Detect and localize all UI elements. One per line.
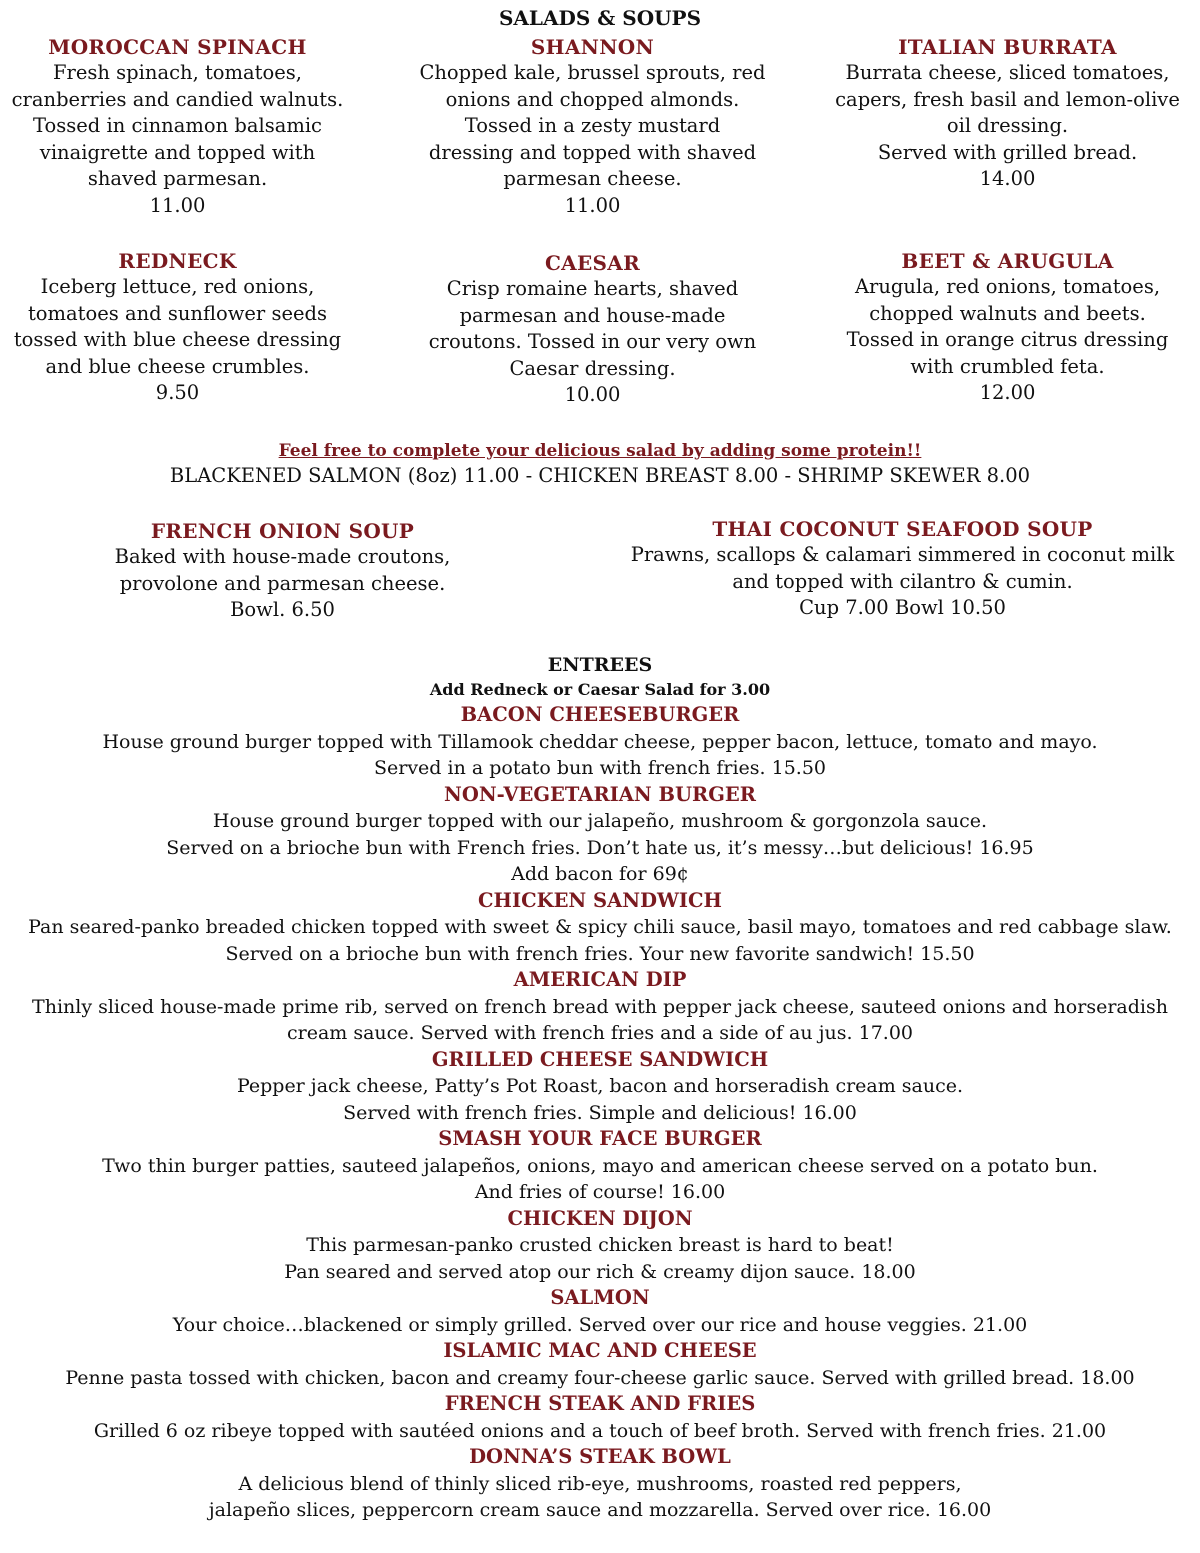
soup-desc-line: Prawns, scallops & calamari simmered in coconut milk bbox=[630, 543, 1175, 566]
salad-desc-line: Tossed in orange citrus dressing bbox=[846, 328, 1169, 351]
protein-cta: Feel free to complete your delicious salad by adding some protein!! bbox=[278, 441, 922, 461]
soup-name: THAI COCONUT SEAFOOD SOUP bbox=[712, 517, 1093, 541]
salad-name: CAESAR bbox=[544, 251, 641, 275]
soup-desc-line: Baked with house-made croutons, bbox=[114, 545, 451, 568]
entree-desc-line: Served on a brioche bun with french fries. Your new favorite sandwich! 15.50 bbox=[225, 942, 975, 965]
entree-name: GRILLED CHEESE SANDWICH bbox=[431, 1047, 769, 1071]
entree-name: BACON CHEESEBURGER bbox=[460, 703, 740, 726]
salad-price: 14.00 bbox=[979, 167, 1036, 190]
salad-desc-line: croutons. Tossed in our very own bbox=[428, 330, 757, 353]
entree-name: ISLAMIC MAC AND CHEESE bbox=[443, 1339, 757, 1362]
salad-desc-line: onions and chopped almonds. bbox=[445, 87, 740, 111]
salad-desc-line: with crumbled feta. bbox=[910, 354, 1105, 378]
entree-item bbox=[0, 1126, 1200, 1206]
salad-name: SHANNON bbox=[530, 35, 655, 59]
soup-item bbox=[605, 516, 1200, 622]
salad-desc-line: parmesan cheese. bbox=[503, 167, 682, 190]
soup-desc-line: and topped with cilantro & cumin. bbox=[732, 569, 1073, 593]
entree-item bbox=[0, 1206, 1200, 1286]
entree-desc-line: House ground burger topped with our jalapeño, mushroom & gorgonzola sauce. bbox=[212, 810, 988, 832]
salad-name: REDNECK bbox=[118, 249, 237, 273]
entree-item bbox=[0, 1047, 1200, 1127]
entree-desc-line: jalapeño slices, peppercorn cream sauce and mozzarella. Served over rice. 16.00 bbox=[208, 1499, 992, 1521]
salad-desc-line: oil dressing. bbox=[946, 114, 1069, 137]
soup-desc-line: provolone and parmesan cheese. bbox=[119, 571, 446, 595]
entree-item bbox=[0, 1391, 1200, 1444]
salad-desc-line: tossed with blue cheese dressing bbox=[13, 328, 342, 351]
salad-desc-line: and blue cheese crumbles. bbox=[45, 354, 310, 378]
entree-desc-line: A delicious blend of thinly sliced rib-eye, mushrooms, roasted red peppers, bbox=[238, 1472, 962, 1495]
soup-item bbox=[0, 518, 565, 624]
salad-item bbox=[820, 34, 1195, 193]
entree-item bbox=[0, 782, 1200, 888]
entree-item bbox=[0, 1285, 1200, 1338]
entree-desc-line: Served on a brioche bun with French fries. Don’t hate us, it’s messy…but delicious! 16.95 bbox=[166, 836, 1034, 859]
entree-desc-line: And fries of course! 16.00 bbox=[474, 1181, 726, 1203]
entree-item bbox=[0, 702, 1200, 782]
salad-desc-line: Tossed in a zesty mustard bbox=[464, 114, 721, 137]
salad-desc-line: Burrata cheese, sliced tomatoes, bbox=[845, 61, 1170, 84]
entrees-section bbox=[0, 652, 1200, 1524]
entree-name: AMERICAN DIP bbox=[513, 968, 687, 991]
entree-desc-line: This parmesan-panko crusted chicken breast is hard to beat! bbox=[306, 1234, 894, 1256]
entrees-heading: ENTREES bbox=[547, 654, 653, 676]
soup-price: Bowl. 6.50 bbox=[230, 598, 335, 621]
salad-name: MOROCCAN SPINACH bbox=[48, 35, 307, 59]
salads-soups-heading: SALADS & SOUPS bbox=[498, 6, 702, 30]
salad-desc-line: shaved parmesan. bbox=[87, 167, 268, 190]
entree-name: DONNA’S STEAK BOWL bbox=[469, 1445, 731, 1468]
entree-desc-line: Served in a potato bun with french fries. 15.50 bbox=[373, 757, 827, 779]
salad-desc-line: capers, fresh basil and lemon-olive bbox=[835, 87, 1180, 111]
salad-desc-line: dressing and topped with shaved bbox=[428, 140, 757, 164]
salad-desc-line: Fresh spinach, tomatoes, bbox=[53, 61, 302, 84]
entree-name: FRENCH STEAK AND FRIES bbox=[444, 1392, 756, 1415]
entree-desc-line: Two thin burger patties, sauteed jalapeños, onions, mayo and american cheese served on a potato bun. bbox=[102, 1154, 1098, 1177]
entree-desc-line: Your choice…blackened or simply grilled. Served over our rice and house veggies. 21.00 bbox=[172, 1313, 1028, 1336]
entree-desc-line: cream sauce. Served with french fries and a side of au jus. 17.00 bbox=[286, 1022, 914, 1044]
salad-desc-line: tomatoes and sunflower seeds bbox=[27, 301, 328, 325]
salad-desc-line: Iceberg lettuce, red onions, bbox=[40, 275, 315, 298]
salad-desc-line: Caesar dressing. bbox=[509, 356, 676, 380]
salad-desc-line: Chopped kale, brussel sprouts, red bbox=[419, 61, 766, 84]
entree-desc-line: House ground burger topped with Tillamook cheddar cheese, pepper bacon, lettuce, tomato and mayo. bbox=[102, 730, 1098, 753]
salad-item bbox=[405, 250, 780, 409]
salad-name: BEET & ARUGULA bbox=[901, 249, 1114, 273]
entree-desc-line: Pan seared and served atop our rich & creamy dijon sauce. 18.00 bbox=[284, 1260, 916, 1283]
entree-item bbox=[0, 967, 1200, 1047]
entree-desc-line: Pan seared-panko breaded chicken topped with sweet & spicy chili sauce, basil mayo, tomatoes and red cabbage slaw. bbox=[28, 916, 1172, 938]
entree-desc-line: Penne pasta tossed with chicken, bacon and creamy four-cheese garlic sauce. Served with grilled bread. 18.00 bbox=[65, 1366, 1135, 1389]
salad-desc-line: chopped walnuts and beets. bbox=[869, 301, 1146, 325]
salad-desc-line: Tossed in cinnamon balsamic bbox=[33, 114, 322, 137]
entree-item bbox=[0, 1444, 1200, 1524]
salad-desc-line: Served with grilled bread. bbox=[877, 140, 1138, 164]
entrees-subheading: Add Redneck or Caesar Salad for 3.00 bbox=[429, 680, 771, 699]
soup-name: FRENCH ONION SOUP bbox=[150, 519, 415, 543]
salad-price: 11.00 bbox=[564, 193, 621, 217]
entree-desc-line: Pepper jack cheese, Patty’s Pot Roast, bacon and horseradish cream sauce. bbox=[236, 1075, 964, 1097]
salad-item bbox=[0, 248, 355, 407]
entree-name: SMASH YOUR FACE BURGER bbox=[438, 1127, 762, 1150]
salad-item bbox=[820, 248, 1195, 407]
entree-name: CHICKEN SANDWICH bbox=[478, 888, 722, 912]
entree-name: NON-VEGETARIAN BURGER bbox=[444, 782, 756, 806]
soup-price: Cup 7.00 Bowl 10.50 bbox=[799, 596, 1006, 619]
entree-name: CHICKEN DIJON bbox=[507, 1206, 693, 1230]
entree-desc-line: Thinly sliced house-made prime rib, served on french bread with pepper jack cheese, sauteed onions and horseradish bbox=[32, 995, 1168, 1018]
salad-desc-line: vinaigrette and topped with bbox=[39, 140, 316, 164]
entree-desc-line: Served with french fries. Simple and delicious! 16.00 bbox=[343, 1101, 857, 1124]
salad-name: ITALIAN BURRATA bbox=[898, 35, 1117, 59]
salad-item bbox=[405, 34, 780, 219]
salad-price: 10.00 bbox=[564, 383, 621, 406]
salad-price: 12.00 bbox=[979, 381, 1036, 404]
entree-desc-line: Add bacon for 69¢ bbox=[511, 863, 689, 885]
salad-price: 11.00 bbox=[149, 193, 206, 217]
salad-desc-line: parmesan and house-made bbox=[459, 303, 726, 327]
salad-item bbox=[0, 34, 355, 219]
salad-desc-line: Arugula, red onions, tomatoes, bbox=[854, 275, 1161, 298]
salad-price: 9.50 bbox=[155, 381, 200, 404]
salad-desc-line: Crisp romaine hearts, shaved bbox=[446, 277, 739, 300]
entree-name: SALMON bbox=[550, 1286, 650, 1309]
entree-item bbox=[0, 1338, 1200, 1391]
entree-desc-line: Grilled 6 oz ribeye topped with sautéed onions and a touch of beef broth. Served with french fries. 21.00 bbox=[93, 1419, 1107, 1442]
entree-item bbox=[0, 888, 1200, 968]
salad-desc-line: cranberries and candied walnuts. bbox=[11, 87, 344, 111]
protein-options: BLACKENED SALMON (8oz) 11.00 - CHICKEN BREAST 8.00 - SHRIMP SKEWER 8.00 bbox=[169, 464, 1031, 487]
